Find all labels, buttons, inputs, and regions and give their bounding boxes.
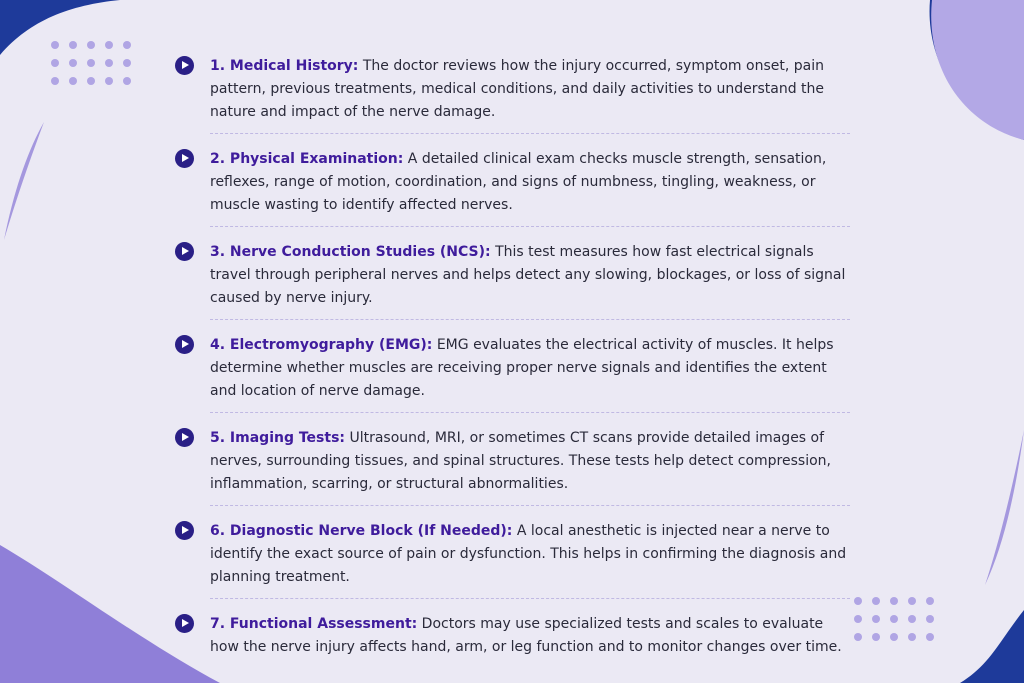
dashed-divider [210,505,850,506]
dashed-divider [210,226,850,227]
step-heading: 4. Electromyography (EMG): [210,337,433,353]
list-item [175,613,855,659]
play-circle-icon [175,428,194,447]
step-text [210,55,855,124]
dashed-divider [210,598,850,599]
step-heading: 3. Nerve Conduction Studies (NCS): [210,244,491,260]
play-circle-icon [175,335,194,354]
step-body: A local anesthetic is injected near a nerve to identify the exact source of pain or dysfunction. This helps in confirming the diagnosis and planning treatment. [210,523,847,585]
play-circle-icon [175,149,194,168]
list-item [175,55,855,124]
list-item [175,241,855,310]
step-heading: 1. Medical History: [210,58,359,74]
play-circle-icon [175,614,194,633]
step-text [210,334,855,403]
dashed-divider [210,133,850,134]
step-body: The doctor reviews how the injury occurred, symptom onset, pain pattern, previous treatments, medical conditions, and daily activities to understand the nature and impact of the nerve damage. [210,58,825,120]
diagnostic-steps-list [175,55,855,659]
step-body: A detailed clinical exam checks muscle strength, sensation, reflexes, range of motion, coordination, and signs of numbness, tingling, weakness, or muscle wasting to identify affected nerves. [210,151,827,213]
step-heading: 2. Physical Examination: [210,151,404,167]
step-heading: 6. Diagnostic Nerve Block (If Needed): [210,523,513,539]
list-item [175,334,855,403]
step-text [210,613,855,659]
play-circle-icon [175,521,194,540]
step-heading: 5. Imaging Tests: [210,430,346,446]
step-body: EMG evaluates the electrical activity of muscles. It helps determine whether muscles are receiving proper nerve signals and identifies the extent and location of nerve damage. [210,337,834,399]
step-text [210,241,855,310]
step-text [210,520,855,589]
list-item [175,520,855,589]
list-item [175,148,855,217]
list-item [175,427,855,496]
play-circle-icon [175,56,194,75]
play-circle-icon [175,242,194,261]
dashed-divider [210,412,850,413]
decorative-dot-grid-bottom-right [854,597,934,641]
step-body: Doctors may use specialized tests and scales to evaluate how the nerve injury affects hand, arm, or leg function and to monitor changes over time. [210,616,842,655]
step-heading: 7. Functional Assessment: [210,616,418,632]
step-body: Ultrasound, MRI, or sometimes CT scans provide detailed images of nerves, surrounding tissues, and spinal structures. These tests help detect compression, inflammation, scarring, or structural abnormalities. [210,430,831,492]
dashed-divider [210,319,850,320]
decorative-dot-grid-top-left [51,41,131,85]
step-body: This test measures how fast electrical signals travel through peripheral nerves and helps detect any slowing, blockages, or loss of signal caused by nerve injury. [210,244,846,306]
step-text [210,148,855,217]
step-text [210,427,855,496]
